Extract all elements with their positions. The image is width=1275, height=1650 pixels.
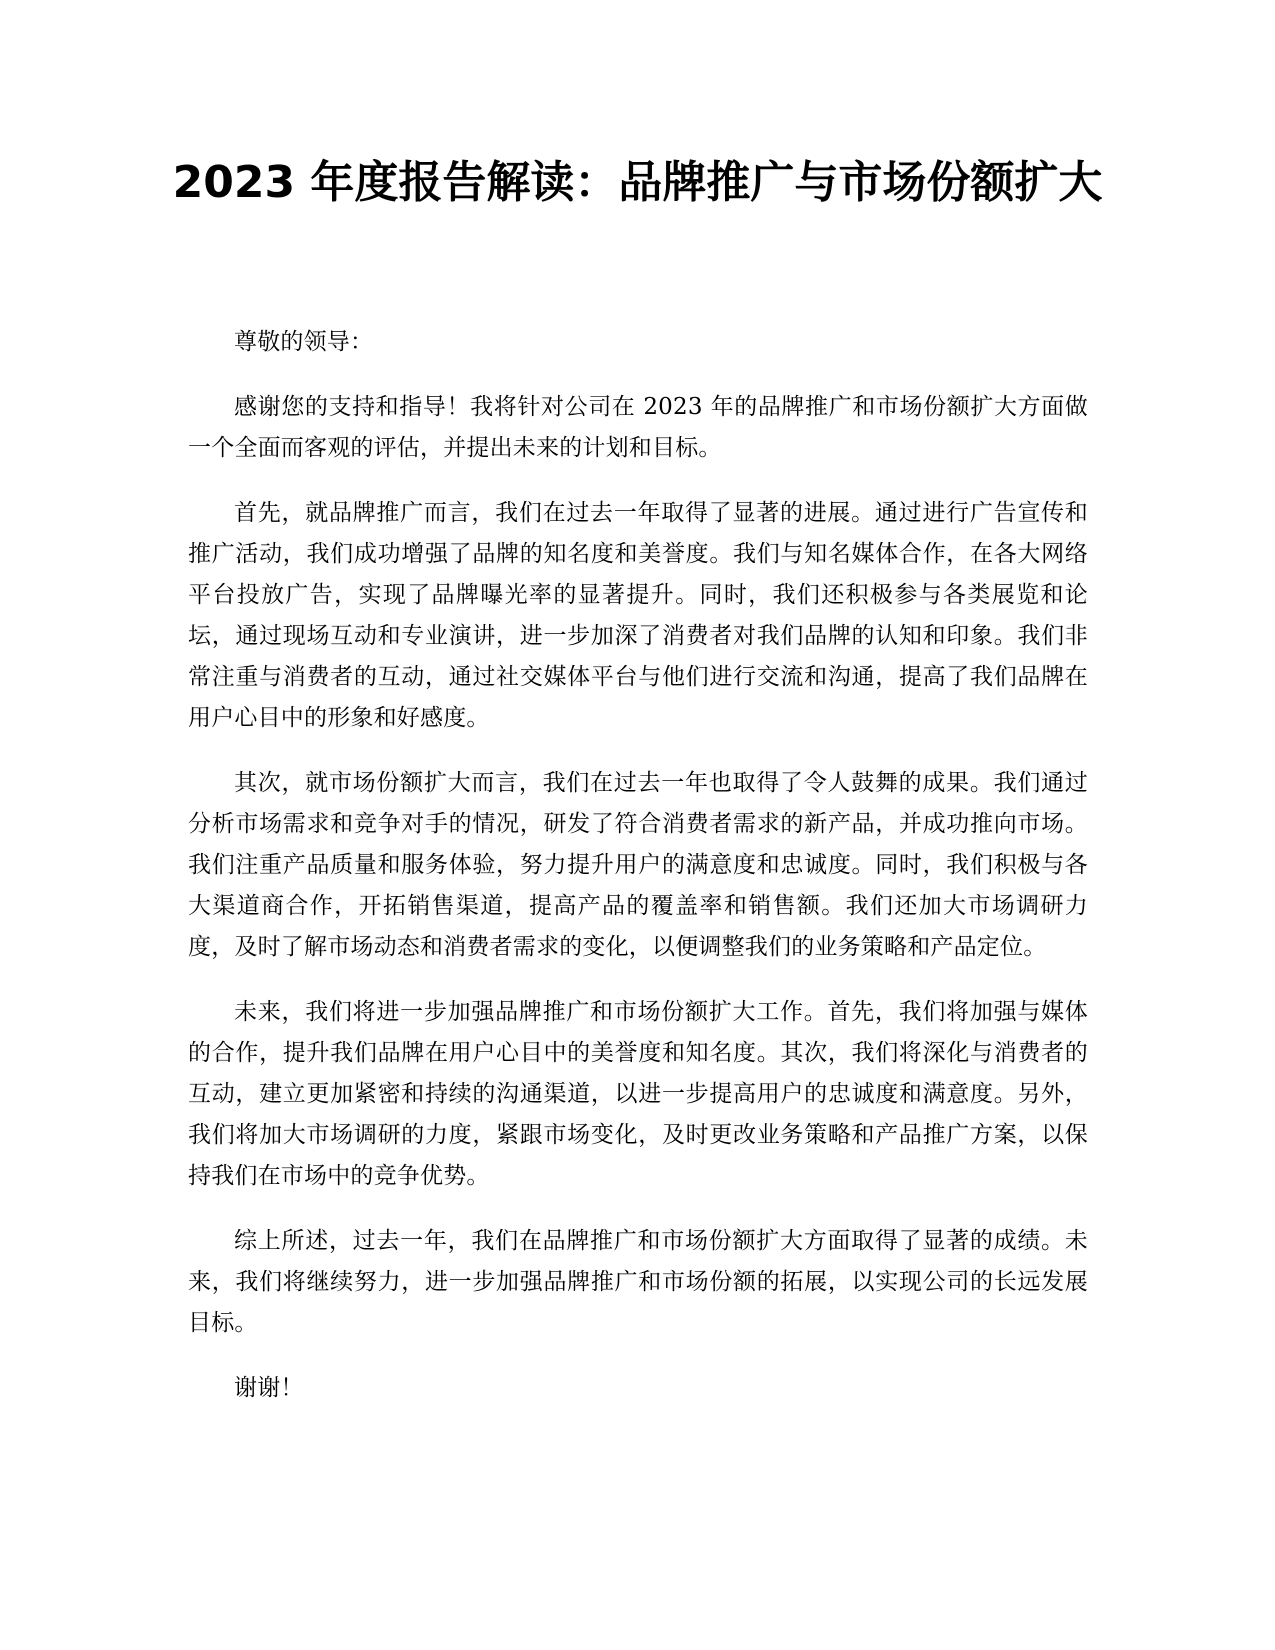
closing: 谢谢！ — [234, 1375, 304, 1401]
salutation: 尊敬的领导： — [234, 329, 374, 355]
paragraph-brand-promotion: 首先，就品牌推广而言，我们在过去一年取得了显著的进展。通过进行广告宣传和推广活动，我们成功增强了品牌的知名度和美誉度。我们与知名媒体合作，在各大网络平台投放广告，实现了品牌曝光率的显著提升。同时，我们还积极参与各类展览和论坛，通过现场互动和专业演讲，进一步加深了消费者对我们品牌的认知和印象。我们非常注重与消费者的互动，通过社交媒体平台与他们进行交流和沟通，提高了我们品牌在用户心目中的形象和好感度。 — [188, 500, 1088, 731]
paragraph-future-plans: 未来，我们将进一步加强品牌推广和市场份额扩大工作。首先，我们将加强与媒体的合作，提升我们品牌在用户心目中的美誉度和知名度。其次，我们将深化与消费者的互动，建立更加紧密和持续的沟通渠道，以进一步提高用户的忠诚度和满意度。另外，我们将加大市场调研的力度，紧跟市场变化，及时更改业务策略和产品推广方案，以保持我们在市场中的竞争优势。 — [188, 999, 1088, 1189]
paragraph-intro: 感谢您的支持和指导！我将针对公司在 2023 年的品牌推广和市场份额扩大方面做一个全面而客观的评估，并提出未来的计划和目标。 — [188, 394, 1088, 461]
document-title: 2023 年度报告解读：品牌推广与市场份额扩大 — [172, 157, 1103, 208]
paragraph-market-share: 其次，就市场份额扩大而言，我们在过去一年也取得了令人鼓舞的成果。我们通过分析市场需求和竞争对手的情况，研发了符合消费者需求的新产品，并成功推向市场。我们注重产品质量和服务体验，努力提升用户的满意度和忠诚度。同时，我们积极与各大渠道商合作，开拓销售渠道，提高产品的覆盖率和销售额。我们还加大市场调研力度，及时了解市场动态和消费者需求的变化，以便调整我们的业务策略和产品定位。 — [188, 770, 1088, 960]
paragraph-summary: 综上所述，过去一年，我们在品牌推广和市场份额扩大方面取得了显著的成绩。未来，我们将继续努力，进一步加强品牌推广和市场份额的拓展，以实现公司的长远发展目标。 — [188, 1228, 1088, 1336]
document-body — [188, 322, 1088, 1433]
